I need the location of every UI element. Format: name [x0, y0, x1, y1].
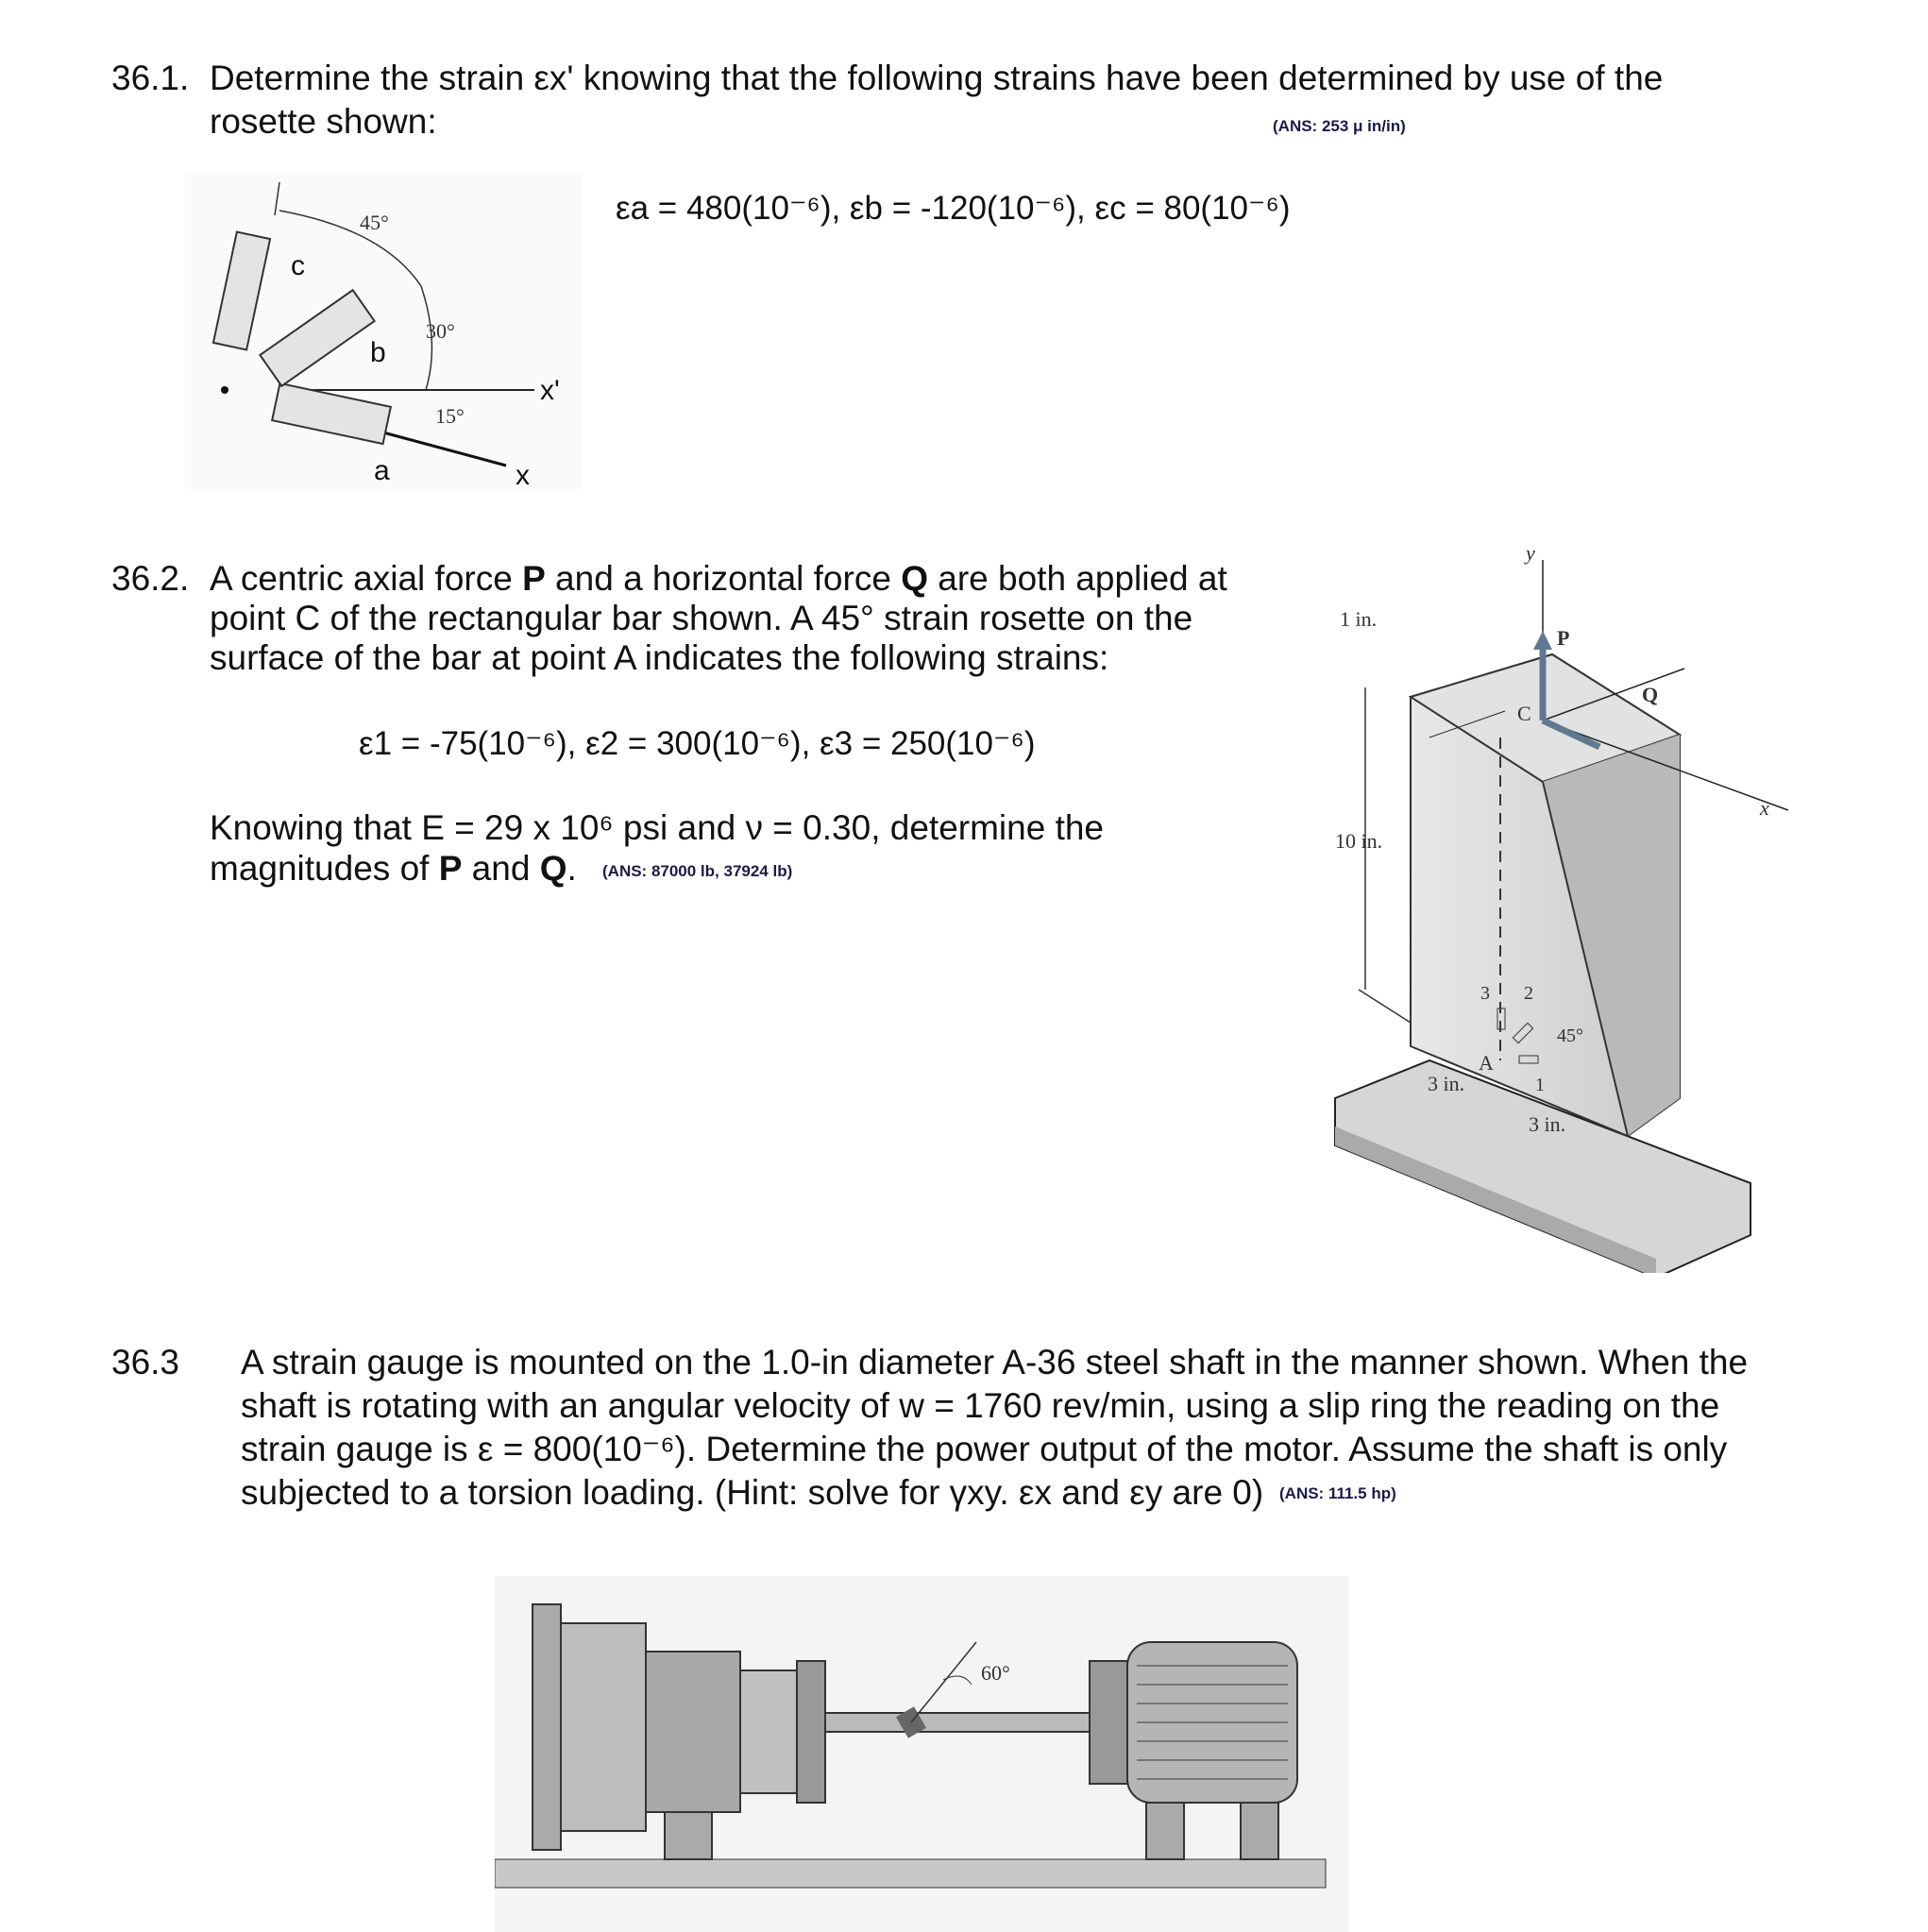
- problem-text-line: subjected to a torsion loading. (Hint: solve for γxy. εx and εy are 0): [241, 1473, 1264, 1512]
- answer-note: (ANS: 87000 lb, 37924 lb): [602, 862, 793, 880]
- axis-label: x: [516, 460, 530, 489]
- point-label: C: [1517, 702, 1531, 725]
- gauge-label: c: [291, 250, 305, 281]
- strain-equation: εa = 480(10⁻⁶), εb = -120(10⁻⁶), εc = 80(10⁻⁶): [616, 190, 1291, 227]
- axis-label: x': [540, 375, 560, 406]
- problem-text-line: point C of the rectangular bar shown. A 45° strain rosette on the: [210, 599, 1193, 637]
- gauge-label: 1: [1535, 1075, 1545, 1095]
- dimension-label: 3 in.: [1428, 1072, 1465, 1095]
- force-label: P: [1557, 626, 1570, 650]
- answer-note: (ANS: 111.5 hp): [1279, 1484, 1396, 1502]
- gauge-label: 2: [1524, 983, 1533, 1004]
- axis-label: x: [1760, 796, 1769, 820]
- problem-text-line: strain gauge is ε = 800(10⁻⁶). Determine the power output of the motor. Assume the shaft is only: [241, 1430, 1728, 1468]
- problem-number: 36.2.: [111, 559, 190, 598]
- dimension-label: 10 in.: [1335, 829, 1383, 853]
- strain-equation: ε1 = -75(10⁻⁶), ε2 = 300(10⁻⁶), ε3 = 250(10⁻⁶): [359, 725, 1036, 762]
- problem-text-line: A centric axial force P and a horizontal force Q are both applied at: [210, 559, 1227, 598]
- problem-text-line: surface of the bar at point A indicates the following strains:: [210, 638, 1109, 677]
- answer-note: (ANS: 253 μ in/in): [1273, 117, 1406, 135]
- angle-label: 15°: [435, 404, 465, 428]
- point-label: A: [1479, 1051, 1494, 1075]
- gauge-label: a: [374, 455, 390, 486]
- angle-label: 60°: [981, 1661, 1010, 1685]
- angle-label: 30°: [426, 319, 455, 343]
- problem-text-line: shaft is rotating with an angular velocity of w = 1760 rev/min, using a slip ring the reading on the: [241, 1386, 1720, 1425]
- force-label: Q: [1642, 683, 1659, 706]
- bar-figure: [1316, 532, 1807, 1273]
- problem-number: 36.3: [111, 1343, 180, 1381]
- problem-text-line: A strain gauge is mounted on the 1.0-in diameter A-36 steel shaft in the manner shown. When the: [241, 1343, 1749, 1381]
- problem-number: 36.1.: [111, 59, 190, 97]
- angle-label: 45°: [360, 211, 389, 234]
- rosette-figure: [185, 173, 582, 489]
- problem-text-line: magnitudes of P and Q.: [210, 849, 577, 888]
- axis-label: y: [1526, 541, 1535, 565]
- problem-text-line: Determine the strain εx' knowing that the following strains have been determined by use of the: [210, 59, 1664, 97]
- gauge-label: b: [370, 337, 386, 368]
- motor-shaft-figure: [495, 1576, 1349, 1932]
- gauge-label: 3: [1480, 983, 1490, 1004]
- dimension-label: 3 in.: [1529, 1112, 1566, 1136]
- problem-text-line: Knowing that E = 29 x 10⁶ psi and ν = 0.30, determine the: [210, 808, 1105, 847]
- problem-text-line: rosette shown:: [210, 102, 437, 141]
- angle-label: 45°: [1557, 1025, 1583, 1046]
- dimension-label: 1 in.: [1340, 607, 1378, 631]
